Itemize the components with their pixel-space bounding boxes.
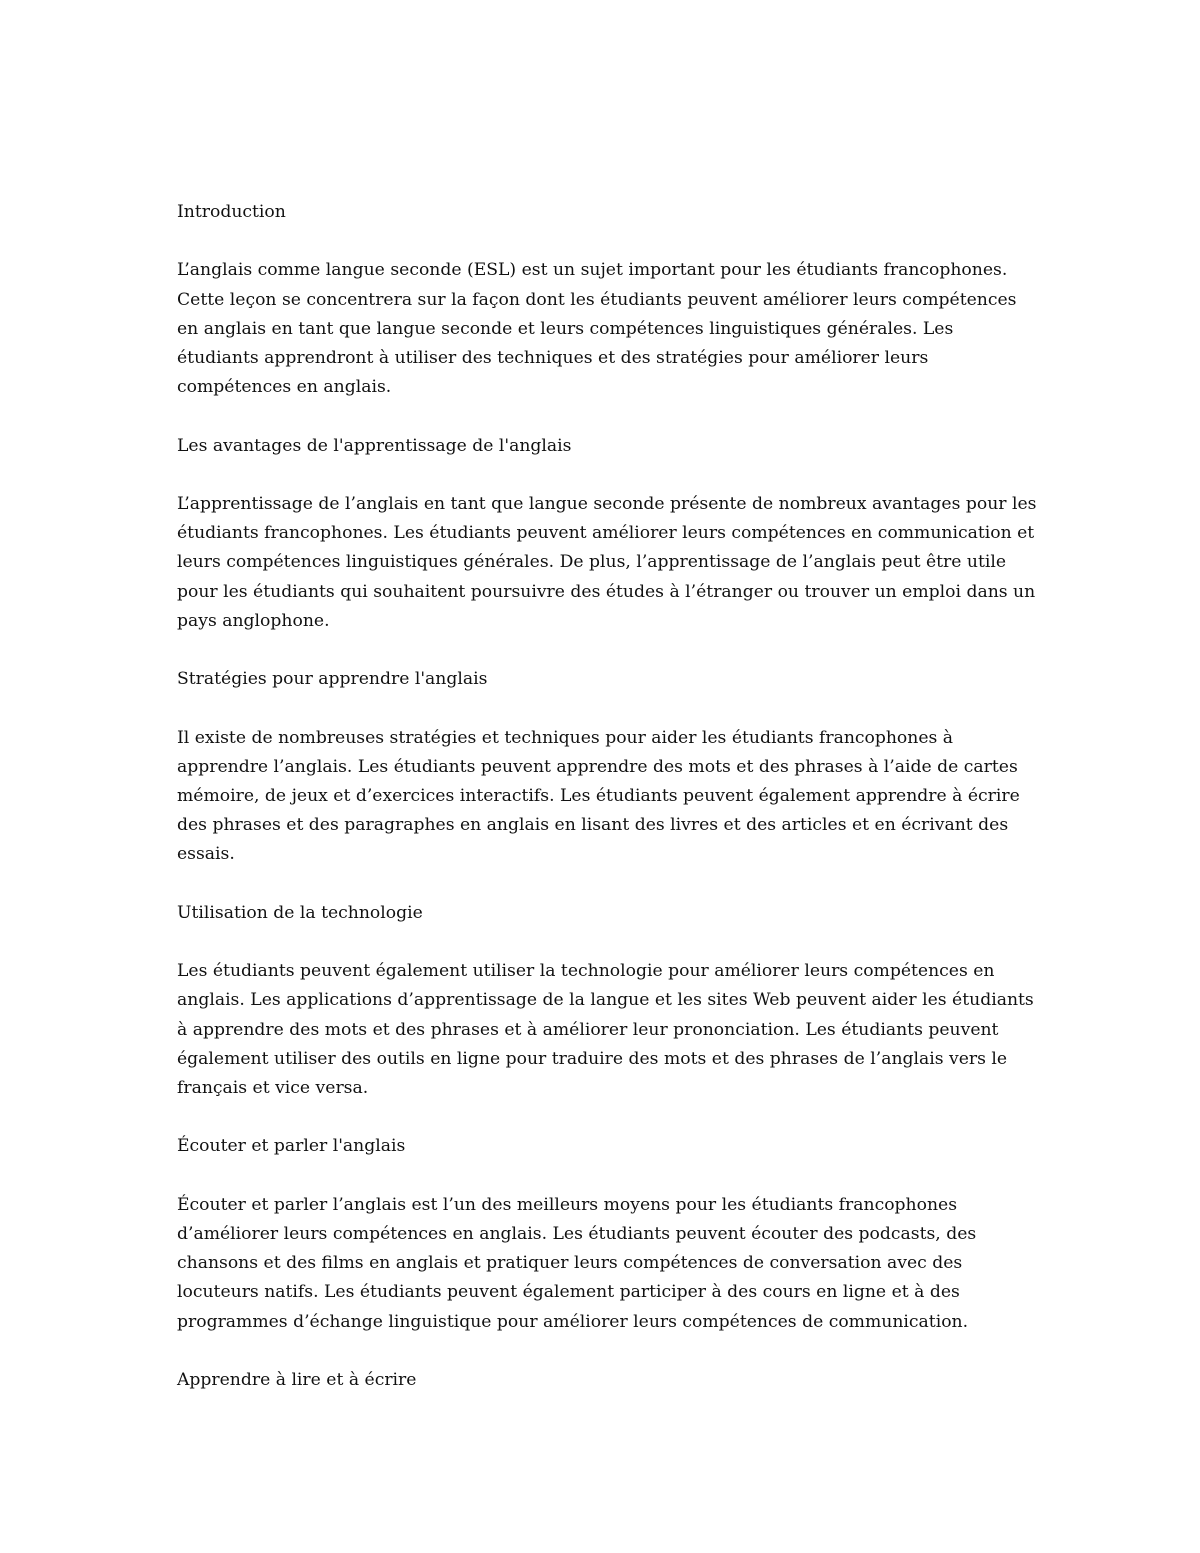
document-body bbox=[177, 198, 1037, 1424]
paragraph-ecouter-parler: Écouter et parler l’anglais est l’un des meilleurs moyens pour les étudiants francophones d’améliorer leurs compétences en anglais. Les étudiants peuvent écouter des podcasts, des chansons et des films en anglais et pratiquer leurs compétences de conversation avec des locuteurs natifs. Les étudiants peuvent également participer à des cours en ligne et à des programmes d’échange linguistique pour améliorer leurs compétences de communication. bbox=[177, 1194, 977, 1332]
paragraph-technologie: Les étudiants peuvent également utiliser la technologie pour améliorer leurs compétences en anglais. Les applications d’apprentissage de la langue et les sites Web peuvent aider les étudiants à apprendre des mots et des phrases et à améliorer leur prononciation. Les étudiants peuvent également utiliser des outils en ligne pour traduire des mots et des phrases de l’anglais vers le français et vice versa. bbox=[177, 961, 1034, 1098]
paragraph-strategies: Il existe de nombreuses stratégies et techniques pour aider les étudiants francophones à apprendre l’anglais. Les étudiants peuvent apprendre des mots et des phrases à l’aide de cartes mémoire, de jeux et d’exercices interactifs. Les étudiants peuvent également apprendre à écrire des phrases et des paragraphes en anglais en lisant des livres et des articles et en écrivant des essais. bbox=[177, 727, 1020, 865]
section-heading-technologie: Utilisation de la technologie bbox=[177, 902, 423, 923]
paragraph-introduction: L’anglais comme langue seconde (ESL) est un sujet important pour les étudiants francophones. Cette leçon se concentrera sur la façon dont les étudiants peuvent améliorer leurs compétences en anglais en tant que langue seconde et leurs compétences linguistiques générales. Les étudiants apprendront à utiliser des techniques et des stratégies pour améliorer leurs compétences en anglais. bbox=[177, 260, 1017, 398]
section-heading-strategies: Stratégies pour apprendre l'anglais bbox=[177, 669, 488, 690]
section-heading-lire-ecrire: Apprendre à lire et à écrire bbox=[177, 1369, 417, 1390]
section-heading-introduction: Introduction bbox=[177, 202, 286, 222]
section-heading-ecouter-parler: Écouter et parler l'anglais bbox=[177, 1136, 406, 1157]
paragraph-avantages: L’apprentissage de l’anglais en tant que langue seconde présente de nombreux avantages pour les étudiants francophones. Les étudiants peuvent améliorer leurs compétences en communication et leurs compétences linguistiques générales. De plus, l’apprentissage de l’anglais peut être utile pour les étudiants qui souhaitent poursuivre des études à l’étranger ou trouver un emploi dans un pays anglophone. bbox=[177, 493, 1037, 631]
section-heading-avantages: Les avantages de l'apprentissage de l'anglais bbox=[177, 435, 572, 456]
